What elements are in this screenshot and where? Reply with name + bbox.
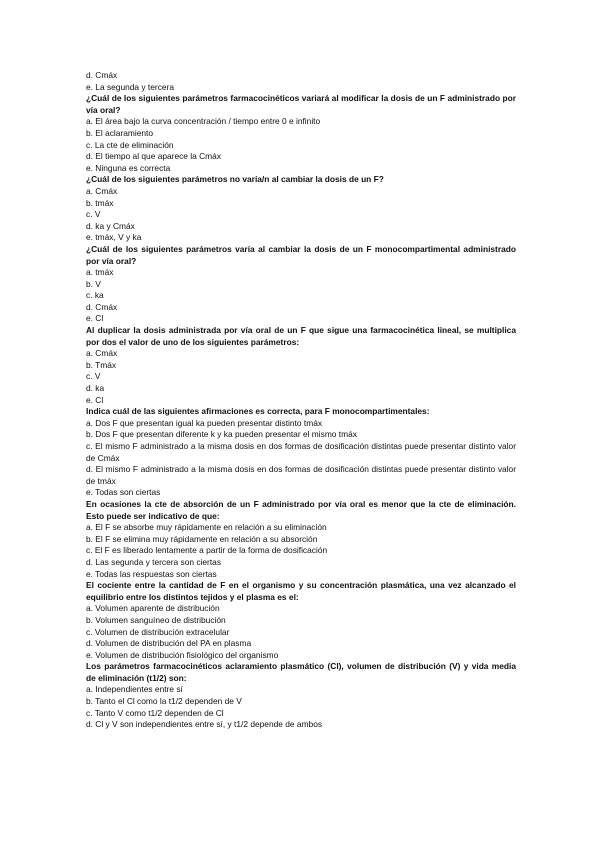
answer-option: d. Las segunda y tercera son ciertas — [86, 556, 222, 567]
answer-option: c. La cte de eliminación — [86, 139, 174, 150]
answer-option: b. El aclaramiento — [86, 127, 154, 138]
answer-option: d. ka y Cmáx — [86, 220, 135, 231]
question-list — [86, 70, 516, 731]
answer-option: d. ka — [86, 383, 105, 394]
question-text: Al duplicar la dosis administrada por vía oral de un F que sigue una farmacocinética lineal, se multiplica por dos el valor de uno de los siguientes parámetros: — [86, 325, 516, 347]
answer-option: a. tmáx — [86, 267, 114, 278]
answer-option: d. Cmáx — [86, 301, 118, 312]
question-text: Indica cuál de las siguientes afirmaciones es correcta, para F monocompartimentales: — [86, 406, 430, 417]
answer-option: d. Cl y V son independientes entre sí, y t1/2 depende de ambos — [86, 719, 323, 730]
answer-option: b. Dos F que presentan diferente k y ka pueden presentar el mismo tmáx — [86, 429, 357, 440]
answer-option: a. Cmáx — [86, 185, 118, 196]
answer-option: d. Volumen de distribución del PA en plasma — [86, 638, 252, 649]
question-text: ¿Cuál de los siguientes parámetros no varía/n al cambiar la dosis de un F? — [86, 174, 384, 185]
answer-option: a. El área bajo la curva concentración / tiempo entre 0 e infinito — [86, 116, 321, 127]
answer-option: e. tmáx, V y ka — [86, 232, 142, 243]
answer-option: a. Volumen aparente de distribución — [86, 603, 220, 614]
answer-option: e. Cl — [86, 313, 104, 324]
answer-option: e. Todas son ciertas — [86, 487, 161, 498]
answer-option: c. El F es liberado lentamente a partir de la forma de dosificación — [86, 545, 328, 556]
answer-option: a. Independientes entre sí — [86, 684, 183, 695]
answer-option: a. El F se absorbe muy rápidamente en relación a su eliminación — [86, 522, 327, 533]
answer-option: b. Tanto el Cl como la t1/2 dependen de V — [86, 696, 242, 707]
question-text: El cociente entre la cantidad de F en el organismo y su concentración plasmática, una vez alcanzado el equilibrio entre los distintos tejidos y el plasma es el: — [86, 580, 516, 602]
answer-option: b. Volumen sanguíneo de distribución — [86, 614, 226, 625]
answer-option: c. V — [86, 371, 101, 382]
answer-option: c. El mismo F administrado a la misma dosis en dos formas de dosificación distintas puede presentar distinto valor de Cmáx — [86, 441, 516, 463]
answer-option: a. Cmáx — [86, 348, 118, 359]
question-text: Los parámetros farmacocinéticos aclaramiento plasmático (Cl), volumen de distribución (V) y vida media de eliminación (t1/2) son: — [86, 661, 516, 683]
answer-option: c. V — [86, 209, 101, 220]
answer-option: e. Volumen de distribución fisiológico del organismo — [86, 649, 279, 660]
answer-option: b. Tmáx — [86, 359, 117, 370]
answer-option: e. La segunda y tercera — [86, 81, 174, 92]
answer-option: e. Todas las respuestas son ciertas — [86, 568, 217, 579]
answer-option: c. Tanto V como t1/2 dependen de Cl — [86, 707, 224, 718]
answer-option: e. Cl — [86, 394, 104, 405]
answer-option: d. El tiempo al que aparece la Cmáx — [86, 151, 222, 162]
answer-option: d. Cmáx — [86, 70, 118, 80]
answer-option: b. El F se elimina muy rápidamente en relación a su absorción — [86, 533, 318, 544]
answer-option: c. ka — [86, 290, 104, 301]
answer-option: e. Ninguna es correcta — [86, 162, 171, 173]
answer-option: d. El mismo F administrado a la misma dosis en dos formas de dosificación distintas puede presentar distinto valor de tmáx — [86, 464, 516, 486]
answer-option: c. Volumen de distribución extracelular — [86, 626, 230, 637]
answer-option: b. V — [86, 278, 101, 289]
question-text: En ocasiones la cte de absorción de un F administrado por vía oral es menor que la cte de eliminación. Esto puede ser indicativo de que: — [86, 498, 516, 521]
answer-option: b. tmáx — [86, 197, 114, 208]
question-text: ¿Cuál de los siguientes parámetros varía al cambiar la dosis de un F monocompartimental administrado por vía oral? — [86, 243, 516, 266]
question-text: ¿Cuál de los siguientes parámetros farmacocinéticos variará al modificar la dosis de un F administrado por vía oral? — [86, 93, 516, 115]
answer-option: a. Dos F que presentan igual ka pueden presentar distinto tmáx — [86, 417, 323, 428]
